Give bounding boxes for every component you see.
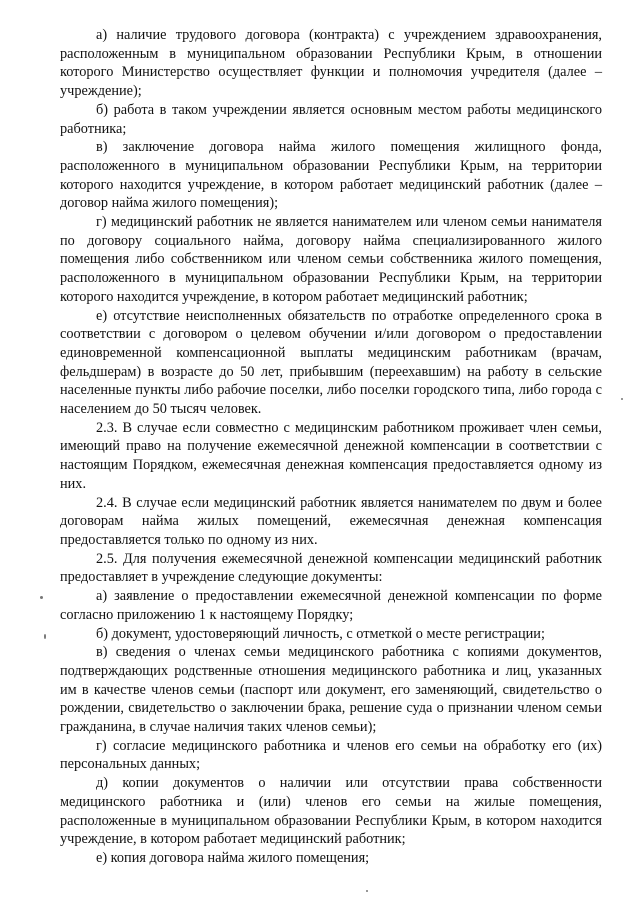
scan-speck (621, 398, 623, 400)
scan-speck (366, 890, 368, 892)
clause-e-no-obligations: е) отсутствие неисполненных обязательств по отработке определенного срока в соответствии с договором о целевом обучении и/или договором о предоставлении единовременной компенсационной выплаты медицинским работникам (врачам, фельдшерам) в возрасте до 50 лет, прибывшим (переехавшим) на работу в сельские населенные пункты либо рабочие поселки, либо поселки городского типа, либо города с населением до 50 тысяч человек. (60, 307, 602, 418)
section-2-3: 2.3. В случае если совместно с медицинским работником проживает член семьи, имеющий право на получение ежемесячной денежной компенсации в соответствии с настоящим Порядком, ежемесячная денежная компенсация предоставляется одному из них. (60, 419, 602, 492)
doc-item-a-application: а) заявление о предоставлении ежемесячной денежной компенсации по форме согласно приложению 1 к настоящему Порядку; (60, 588, 602, 623)
doc-item-b-identity: б) документ, удостоверяющий личность, с отметкой о месте регистрации; (96, 625, 545, 642)
doc-item-e-rental-copy: е) копия договора найма жилого помещения; (96, 849, 370, 866)
doc-item-v-family-info: в) сведения о членах семьи медицинского работника с копиями документов, подтверждающих родственные отношения медицинского работника и лиц, указанных им в качестве членов семьи (паспорт или документ, его заменяющий, свидетельство о рождении, свидетельство о заключении брака, решение суда о признании членом семьи гражданина, в случае наличия таких членов семьи); (60, 644, 602, 736)
doc-item-d-property-docs: д) копии документов о наличии или отсутствии права собственности медицинского работника и (или) членов его семьи на жилые помещения, расположенные в муниципальном образовании Республики Крым, в котором находится учреждение, в котором работает медицинский работник; (60, 775, 602, 848)
scan-speck (44, 634, 46, 639)
clause-a-employment-contract: а) наличие трудового договора (контракта) с учреждением здравоохранения, расположенным в муниципальном образовании Республики Крым, в отношении которого Министерство осуществляет функции и полномочия учредителя (далее – учреждение); (60, 27, 602, 100)
clause-g-not-tenant: г) медицинский работник не является нанимателем или членом семьи нанимателя по договору социального найма, договору найма специализированного жилого помещения либо собственником или членом семьи собственника жилого помещения, расположенного в муниципальном образовании Республики Крым, на территории которого находится учреждение, в котором работает медицинский работник; (60, 214, 602, 305)
clause-b-main-workplace: б) работа в таком учреждении является основным местом работы медицинского работника; (60, 101, 602, 137)
section-2-4: 2.4. В случае если медицинский работник является нанимателем по двум и более договорам найма жилых помещений, ежемесячная денежная компенсация предоставляется только по одному из них. (60, 494, 602, 548)
doc-item-g-consent: г) согласие медицинского работника и членов его семьи на обработку его (их) персональных данных; (60, 737, 602, 773)
scan-speck (40, 596, 43, 599)
section-2-5: 2.5. Для получения ежемесячной денежной компенсации медицинский работник предоставляет в учреждение следующие документы: (60, 550, 602, 586)
clause-v-rental-agreement: в) заключение договора найма жилого помещения жилищного фонда, расположенного в муниципальном образовании Республики Крым, на территории которого находится учреждение, в котором работает медицинский работник (далее – договор найма жилого помещения); (60, 139, 602, 212)
